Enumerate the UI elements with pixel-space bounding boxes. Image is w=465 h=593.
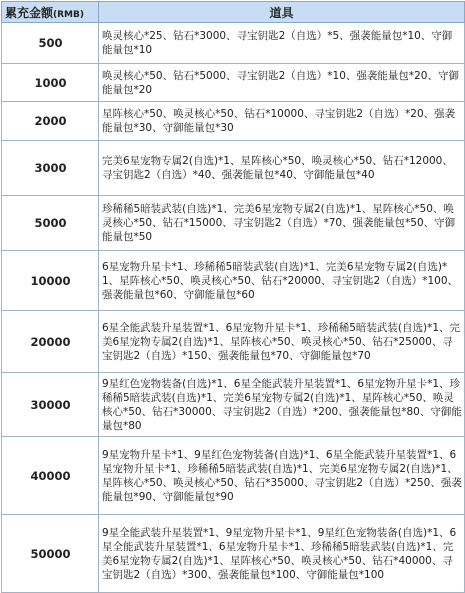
table-row [2, 141, 465, 196]
table-row [2, 437, 465, 515]
amount-unit-label: (RMB) [53, 9, 84, 20]
recharge-amount: 30000 [2, 373, 99, 437]
reward-items: 6星宠物升星卡*1、珍稀稀5暗装武装(自选)*1、完美6星宠物专属2(自选)*1、星阵核心*50、唤灵核心*50、钻石*20000、寻宝钥匙2（自选）*100、强袭能量包*60、守御能量包*60 [99, 251, 465, 311]
reward-items: 完美6星宠物专属2(自选)*1、星阵核心*50、唤灵核心*50、钻石*12000、寻宝钥匙2（自选）*40、强袭能量包*40、守御能量包*40 [99, 141, 465, 196]
reward-items: 9星宠物升星卡*1、9星红色宠物装备(自选)*1、6星全能武装升星装置*1、6星宠物升星卡*1、珍稀稀5暗装武装(自选)*1、完美6星宠物专属2(自选)*1、星阵核心*50、唤灵核心*50、钻石*35000、寻宝钥匙2（自选）*250、强袭能量包*90、守御能量包*90 [99, 437, 465, 515]
recharge-amount: 20000 [2, 311, 99, 373]
reward-table [1, 1, 465, 593]
amount-column-header [2, 2, 99, 23]
table-row [2, 102, 465, 141]
reward-items: 唤灵核心*50、钻石*5000、寻宝钥匙2（自选）*10、强袭能量包*20、守御能量包*20 [99, 64, 465, 102]
recharge-amount: 10000 [2, 251, 99, 311]
items-column-header: 道具 [99, 2, 465, 23]
recharge-amount: 2000 [2, 102, 99, 141]
reward-items: 唤灵核心*25、钻石*3000、寻宝钥匙2（自选）*5、强袭能量包*10、守御能量包*10 [99, 23, 465, 64]
table-row [2, 311, 465, 373]
reward-items: 6星全能武装升星装置*1、6星宠物升星卡*1、珍稀稀5暗装武装(自选)*1、完美6星宠物专属2(自选)*1、星阵核心*50、唤灵核心*50、钻石*25000、寻宝钥匙2（自选）*150、强袭能量包*70、守御能量包*70 [99, 311, 465, 373]
recharge-amount: 5000 [2, 196, 99, 251]
reward-items: 9星全能武装升星装置*1、9星宠物升星卡*1、9星红色宠物装备(自选)*1、6星全能武装升星装置*1、6星宠物升星卡*1、珍稀稀5暗装武装(自选)*1、完美6星宠物专属2(自选)*1、星阵核心*50、唤灵核心*50、钻石*40000、寻宝钥匙2（自选）*300、强袭能量包*100、守御能量包*100 [99, 515, 465, 593]
table-row [2, 64, 465, 102]
reward-items: 9星红色宠物装备(自选)*1、6星全能武装升星装置*1、6星宠物升星卡*1、珍稀稀5暗装武装(自选)*1、完美6星宠物专属2(自选)*1、星阵核心*50、唤灵核心*50、钻石*30000、寻宝钥匙2（自选）*200、强袭能量包*80、守御能量包*80 [99, 373, 465, 437]
table-row [2, 23, 465, 64]
table-header-row [2, 2, 465, 23]
recharge-amount: 3000 [2, 141, 99, 196]
table-row [2, 251, 465, 311]
recharge-amount: 500 [2, 23, 99, 64]
table-row [2, 196, 465, 251]
reward-items: 星阵核心*50、唤灵核心*50、钻石*10000、寻宝钥匙2（自选）*20、强袭能量包*30、守御能量包*30 [99, 102, 465, 141]
recharge-amount: 1000 [2, 64, 99, 102]
reward-items: 珍稀稀5暗装武装(自选)*1、完美6星宠物专属2(自选)*1、星阵核心*50、唤灵核心*50、钻石*15000、寻宝钥匙2（自选）*70、强袭能量包*50、守御能量包*50 [99, 196, 465, 251]
recharge-amount: 40000 [2, 437, 99, 515]
amount-header-label: 累充金额 [5, 5, 54, 20]
table-row [2, 373, 465, 437]
recharge-amount: 50000 [2, 515, 99, 593]
